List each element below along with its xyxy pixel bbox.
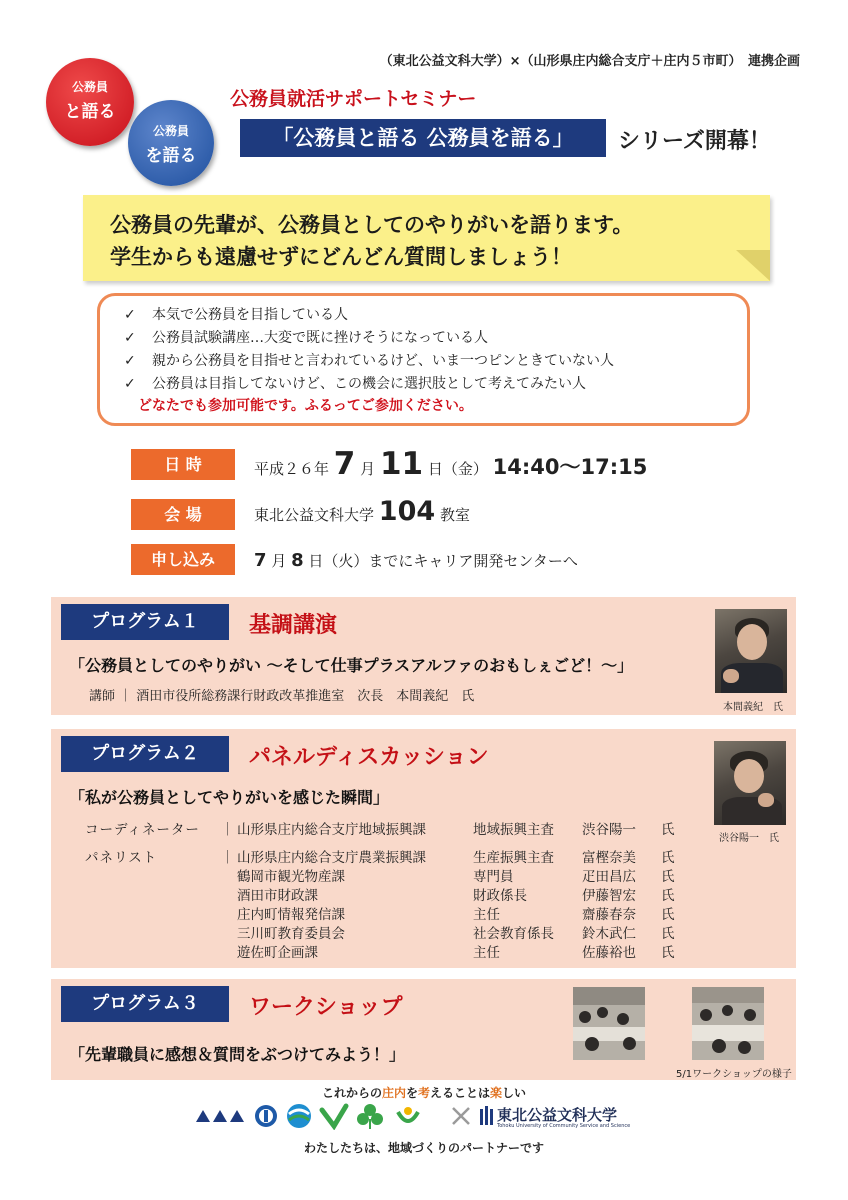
- checklist-item: [124, 327, 747, 350]
- program-1-quote: 「公務員としてのやりがい ～そして仕事プラスアルファのおもしぇごど！～」: [69, 656, 634, 675]
- panelist-org: 庄内町情報発信課: [237, 907, 345, 923]
- apply-rest: 日（火）までにキャリア開発センターへ: [308, 552, 578, 570]
- event-venue: [254, 496, 470, 527]
- check-icon: ✓: [124, 330, 136, 346]
- panelist-position: 生産振興主査: [473, 850, 554, 866]
- panelist-org: 酒田市財政課: [237, 888, 318, 904]
- checklist-item: [124, 304, 747, 327]
- apply-month: 7: [254, 550, 267, 571]
- university-name: 東北公益文科大学: [497, 1106, 618, 1124]
- lecturer-info: 講師 ｜ 酒田市役所総務課行財政改革推進室 次長 本間義紀 氏: [89, 689, 475, 704]
- university-english-name: Tohoku University of Community Service and Science: [497, 1123, 631, 1129]
- footer-motto: わたしたちは、地域づくりのパートナーです: [303, 1141, 544, 1155]
- honorific: 氏: [661, 850, 675, 866]
- coordinator-position: 地域振興主査: [473, 822, 554, 838]
- badge-line: 公務員: [152, 124, 189, 138]
- panelist-role: パネリスト: [85, 850, 158, 866]
- panelist-org: 三川町教育委員会: [237, 926, 345, 942]
- honorific: 氏: [661, 926, 675, 942]
- checklist-item: [124, 373, 747, 396]
- talk-about-badge: [128, 100, 214, 186]
- apply-month-unit: 月: [271, 552, 287, 570]
- panelist-org: 鶴岡市観光物産課: [237, 869, 345, 885]
- checklist-text: 公務員試験講座…大変で既に挫けそうになっている人: [152, 330, 488, 346]
- program-3-label: プログラム３: [61, 986, 229, 1022]
- partner-logos: [195, 1102, 665, 1132]
- event-date: [254, 446, 647, 482]
- badge-line: 公務員: [71, 80, 108, 94]
- honorific: 氏: [661, 869, 675, 885]
- series-title: 「公務員と語る 公務員を語る」: [240, 119, 606, 157]
- note-fold-corner: [736, 250, 770, 281]
- program-3-title: ワークショップ: [249, 995, 403, 1020]
- seminar-subtitle: 公務員就活サポートセミナー: [230, 88, 477, 110]
- tagline-part: これからの: [321, 1086, 382, 1100]
- badge-line: を語る: [145, 146, 197, 166]
- honorific: 氏: [661, 907, 675, 923]
- flower-logo-icon: [393, 1102, 423, 1130]
- panelist-org: 遊佐町企画課: [237, 945, 318, 961]
- apply-label: 申し込み: [131, 544, 235, 575]
- panelist-name: 富樫奈美: [582, 850, 636, 866]
- program-2-title: パネルディスカッション: [249, 745, 489, 770]
- circle-emblem-logo-icon: [253, 1102, 279, 1130]
- apply-deadline: [254, 550, 578, 571]
- venue-label: 会 場: [131, 499, 235, 530]
- panelist-position: 社会教育係長: [473, 926, 554, 942]
- tagline-part: えることは: [430, 1086, 491, 1100]
- tagline-highlight: 楽: [490, 1086, 503, 1100]
- green-check-logo-icon: [319, 1102, 349, 1130]
- date-label: 日 時: [131, 449, 235, 480]
- honorific: 氏: [661, 822, 675, 838]
- organizers-line: （東北公益文科大学）×（山形県庄内総合支庁＋庄内５市町） 連携企画: [379, 54, 800, 69]
- date-day-unit: 日（金）: [427, 460, 488, 478]
- program-1-section: [51, 597, 796, 715]
- venue-room-unit: 教室: [439, 506, 470, 524]
- check-icon: ✓: [124, 307, 136, 323]
- panelist-org: 山形県庄内総合支庁農業振興課: [237, 850, 426, 866]
- workshop-photo-caption: 5/1ワークショップの様子: [676, 1069, 792, 1080]
- row-separator: ｜: [221, 850, 235, 866]
- intro-line: 公務員の先輩が、公務員としてのやりがいを語ります。: [110, 213, 634, 237]
- date-day: 11: [379, 446, 424, 482]
- workshop-photo: [573, 987, 645, 1060]
- program-1-label: プログラム１: [61, 604, 229, 640]
- row-separator: ｜: [221, 822, 235, 838]
- tagline-part: を: [405, 1086, 418, 1100]
- honorific: 氏: [661, 888, 675, 904]
- check-icon: ✓: [124, 376, 136, 392]
- series-suffix: シリーズ開幕！: [618, 129, 771, 154]
- panelist-name: 齋藤春奈: [582, 907, 636, 923]
- badge-line: と語る: [64, 102, 116, 122]
- program-2-label: プログラム２: [61, 736, 229, 772]
- target-checklist: [97, 293, 750, 426]
- triple-triangle-logo-icon: [195, 1102, 247, 1130]
- intro-note: [83, 195, 770, 281]
- date-month-unit: 月: [360, 460, 376, 478]
- talk-with-badge: [46, 58, 134, 146]
- honorific: 氏: [661, 945, 675, 961]
- checklist-text: 公務員は目指してないけど、この機会に選択肢として考えてみたい人: [152, 376, 586, 392]
- lecturer-photo-caption: 本間義紀 氏: [723, 702, 783, 713]
- wave-logo-icon: [285, 1102, 313, 1130]
- date-era: 平成２６年: [254, 460, 330, 478]
- footer-tagline: [0, 1084, 848, 1101]
- cross-icon: [449, 1102, 473, 1130]
- panelist-name: 伊藤智宏: [582, 888, 636, 904]
- program-2-section: [51, 729, 796, 968]
- venue-place: 東北公益文科大学: [254, 506, 375, 524]
- panelist-position: 財政係長: [473, 888, 527, 904]
- program-1-title: 基調講演: [249, 613, 338, 638]
- panelist-name: 鈴木武仁: [582, 926, 636, 942]
- tagline-highlight: 庄内: [381, 1086, 406, 1100]
- coordinator-name: 渋谷陽一: [582, 822, 636, 838]
- lecturer-photo: [715, 609, 787, 693]
- tagline-part: しい: [502, 1086, 527, 1100]
- checklist-text: 本気で公務員を目指している人: [152, 307, 348, 323]
- workshop-photo: [692, 987, 764, 1060]
- coordinator-role: コーディネーター: [85, 822, 200, 838]
- program-2-quote: 「私が公務員としてやりがいを感じた瞬間」: [69, 788, 390, 807]
- coordinator-org: 山形県庄内総合支庁地域振興課: [237, 822, 426, 838]
- panelist-position: 主任: [473, 907, 500, 923]
- date-month: 7: [333, 446, 356, 482]
- clover-logo-icon: [355, 1102, 385, 1130]
- panelist-position: 主任: [473, 945, 500, 961]
- venue-room: 104: [378, 496, 436, 527]
- university-logo-icon: [479, 1102, 495, 1130]
- program-3-quote: 「先輩職員に感想＆質問をぶつけてみよう！」: [69, 1045, 406, 1064]
- apply-day: 8: [291, 550, 304, 571]
- participation-call: どなたでも参加可能です。ふるってご参加ください。: [138, 398, 473, 414]
- checklist-text: 親から公務員を目指せと言われているけど、いま一つピンときていない人: [152, 353, 614, 369]
- panelist-position: 専門員: [473, 869, 514, 885]
- check-icon: ✓: [124, 353, 136, 369]
- intro-line: 学生からも遠慮せずにどんどん質問しましょう！: [110, 245, 572, 269]
- checklist-item: [124, 350, 747, 373]
- tagline-highlight: 考: [417, 1086, 430, 1100]
- coordinator-photo: [714, 741, 786, 825]
- panelist-name: 佐藤裕也: [582, 945, 636, 961]
- coordinator-photo-caption: 渋谷陽一 氏: [719, 833, 779, 844]
- panelist-name: 疋田昌広: [582, 869, 636, 885]
- program-3-section: [51, 979, 796, 1080]
- event-time: 14:40～17:15: [492, 455, 648, 479]
